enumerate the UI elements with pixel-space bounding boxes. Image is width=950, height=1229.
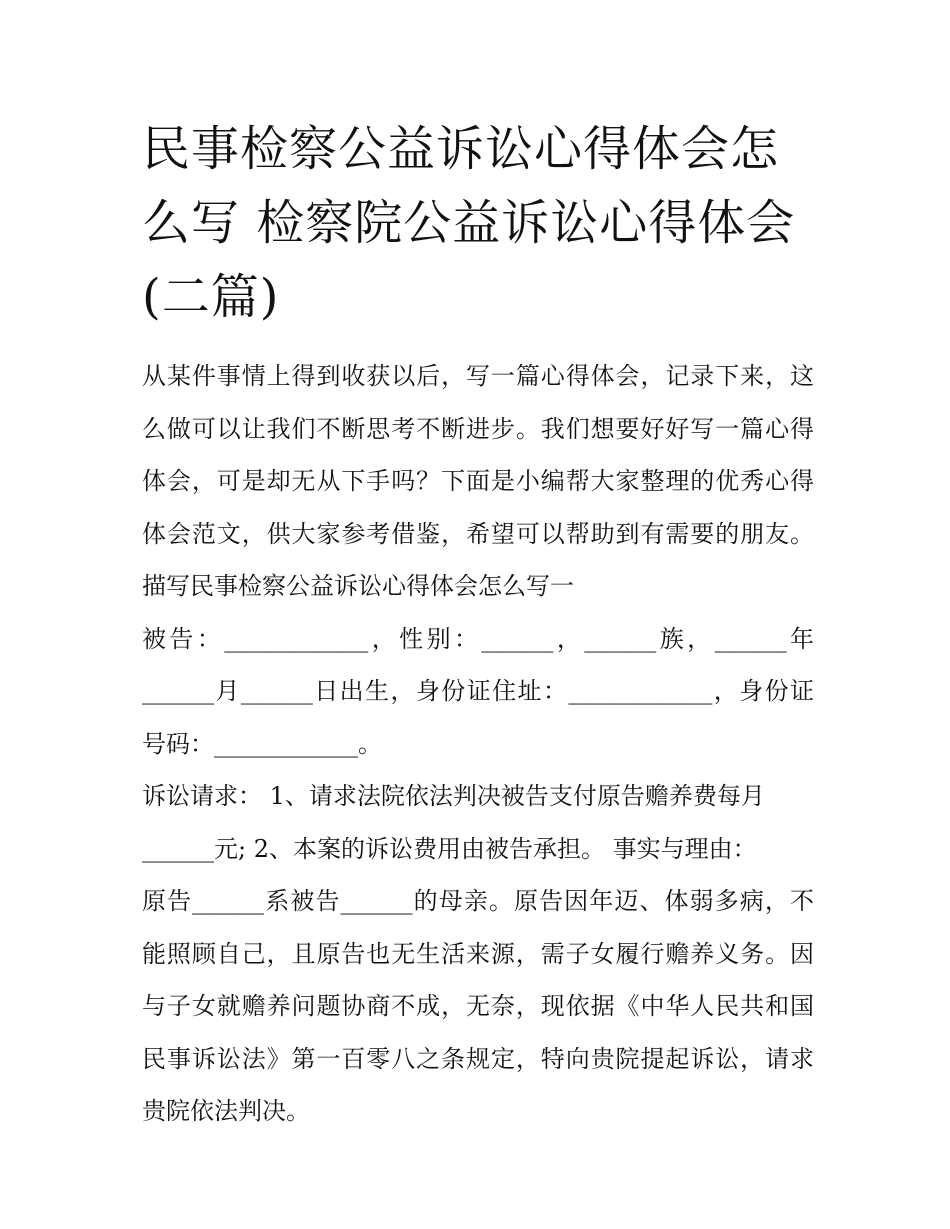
document-body: [142, 350, 814, 1138]
facts-line-5: 贵院依法判决。: [142, 1097, 310, 1125]
defendant-line-3: 号码：____________。: [142, 729, 382, 758]
document-page: [142, 112, 814, 1138]
title-line-1: 民事检察公益诉讼心得体会怎: [142, 121, 780, 177]
section-heading: 描写民事检察公益诉讼心得体会怎么写一: [142, 572, 574, 600]
defendant-line-2: ______月______日出生，身份证住址：____________，身份证: [142, 677, 814, 705]
intro-line-4: 体会范文，供大家参考借鉴，希望可以帮助到有需要的朋友。: [142, 519, 814, 548]
intro-line-2: 么做可以让我们不断思考不断进步。我们想要好好写一篇心得: [142, 414, 814, 443]
section-heading-paragraph: [142, 560, 814, 613]
facts-line-3: 与子女就赡养问题协商不成，无奈，现依据《中华人民共和国: [142, 992, 814, 1020]
facts-line-1: 原告______系被告______的母亲。原告因年迈、体弱多病，不: [142, 887, 814, 915]
claim-paragraph: [142, 770, 814, 875]
defendant-paragraph: [142, 613, 814, 771]
facts-paragraph: [142, 875, 814, 1138]
title-line-2: 么写 检察院公益诉讼心得体会: [142, 195, 796, 251]
document-title: [142, 112, 814, 334]
title-line-3: (二篇): [142, 269, 280, 325]
claim-line-2: ______元; 2、本案的诉讼费用由被告承担。 事实与理由：: [142, 834, 757, 863]
facts-line-2: 能照顾自己，且原告也无生活来源，需子女履行赡养义务。因: [142, 939, 814, 968]
intro-paragraph: [142, 350, 814, 560]
claim-line-1: 诉讼请求： 1、请求法院依法判决被告支付原告赡养费每月: [142, 782, 765, 810]
facts-line-4: 民事诉讼法》第一百零八之条规定，特向贵院提起诉讼，请求: [142, 1044, 814, 1073]
defendant-line-1: 被告：____________，性别：______，______族，______年: [142, 624, 814, 653]
intro-line-3: 体会，可是却无从下手吗？下面是小编帮大家整理的优秀心得: [142, 467, 814, 495]
intro-line-1: 从某件事情上得到收获以后，写一篇心得体会，记录下来，这: [142, 362, 814, 390]
